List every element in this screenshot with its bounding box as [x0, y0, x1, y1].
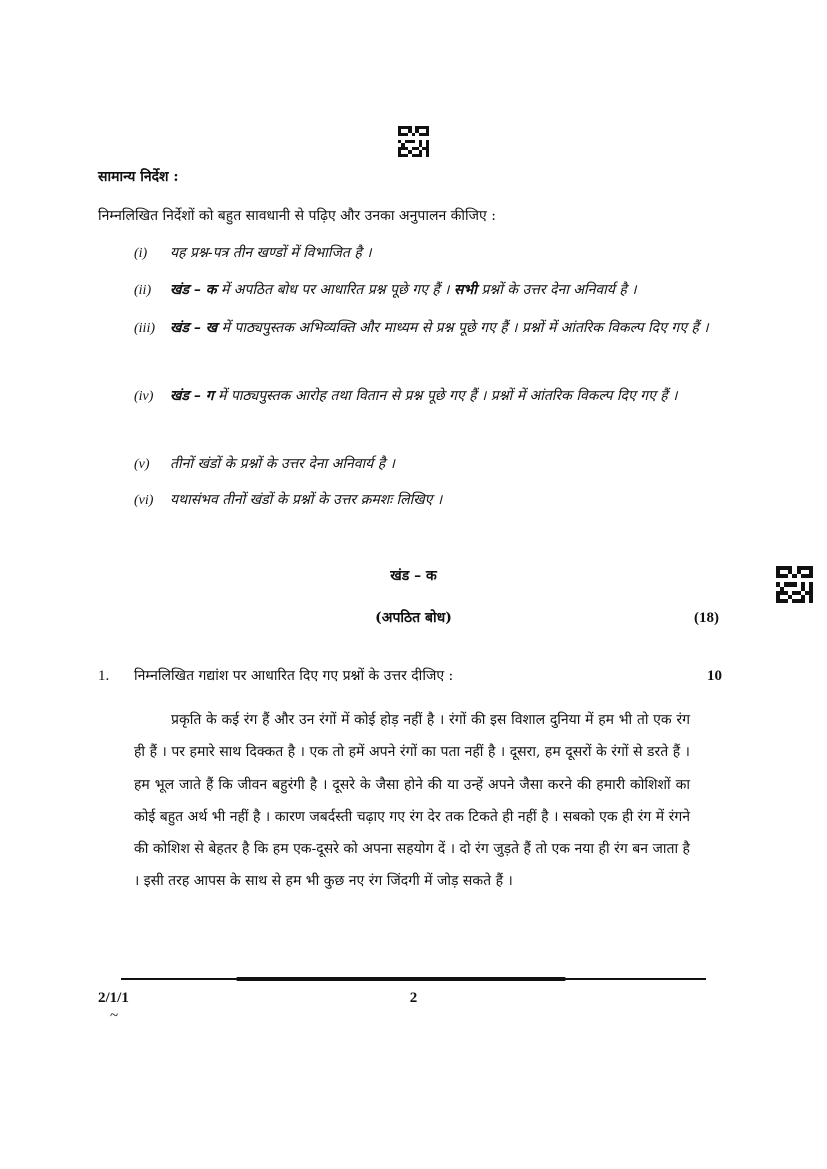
question-number: 1. [98, 668, 110, 684]
instruction-item-5 [134, 449, 395, 480]
instruction-item-4 [134, 381, 678, 412]
instruction-number: (vi) [134, 493, 154, 508]
section-ref: खंड – ख [170, 320, 218, 336]
instruction-number: (v) [134, 457, 150, 472]
section-title: खंड – क [390, 568, 437, 584]
paper-code: 2/1/1 [98, 990, 129, 1006]
section-ref: खंड – क [170, 282, 217, 298]
section-ref: खंड – ग [170, 388, 214, 404]
passage-text: प्रकृति के कई रंग हैं और उन रंगों में कोई होड़ नहीं है । रंगों की इस विशाल दुनिया में हम भी तो एक रंग ही हैं । पर हमारे साथ दिक्कत है । एक तो हमें अपने रंगों का पता नहीं है । दूसरा, हम दूसरों के रंगों से डरते हैं । हम भूल जाते हैं कि जीवन बहुरंगी है । दूसरे के जैसा होने की या उन्हें अपने जैसा करने की हमारी कोशिशों का कोई बहुत अर्थ भी नहीं है । कारण जबर्दस्ती चढ़ाए गए रंग देर तक टिकते ही नहीं है । सबको एक ही रंग में रंगने की कोशिश से बेहतर है कि हम एक-दूसरे को अपना सहयोग दें । दो रंग जुड़ते हैं तो एक नया ही रंग बन जाता है । इसी तरह आपस के साथ से हम भी कुछ नए रंग जिंदगी में जोड़ सकते हैं । [134, 712, 690, 890]
passage [134, 704, 690, 898]
instruction-number: (i) [134, 246, 148, 261]
instruction-text: तीनों खंडों के प्रश्नों के उत्तर देना अनिवार्य है । [170, 456, 395, 472]
instruction-text: खंड – ग में पाठ्यपुस्तक आरोह तथा वितान से प्रश्न पूछे गए हैं । प्रश्नों में आंतरिक विकल्प दिए गए हैं । [170, 388, 678, 404]
instruction-item-3 [134, 313, 709, 344]
instruction-item-1 [134, 238, 372, 269]
section-subtitle: (अपठित बोध) [375, 610, 452, 626]
instruction-text: यह प्रश्न-पत्र तीन खण्डों में विभाजित है । [170, 245, 372, 261]
emphasis: सभी [453, 282, 477, 298]
instruction-text: यथासंभव तीनों खंडों के प्रश्नों के उत्तर क्रमशः लिखिए । [170, 492, 443, 508]
instruction-number: (iv) [134, 389, 154, 404]
question-text: निम्नलिखित गद्यांश पर आधारित दिए गए प्रश्नों के उत्तर दीजिए : [134, 668, 454, 684]
instruction-item-2 [134, 275, 637, 306]
footer-mark: ~ [110, 1008, 119, 1024]
instructions-heading: सामान्य निर्देश : [98, 169, 179, 185]
instruction-number: (ii) [134, 283, 152, 298]
question-marks: 10 [707, 668, 722, 684]
instruction-text: खंड – ख में पाठ्यपुस्तक अभिव्यक्ति और माध्यम से प्रश्न पूछे गए हैं । प्रश्नों में आंतरिक विकल्प दिए गए हैं । [170, 320, 709, 336]
instruction-item-6 [134, 485, 443, 516]
instructions-intro: निम्नलिखित निर्देशों को बहुत सावधानी से पढ़िए और उनका अनुपालन कीजिए : [98, 208, 496, 224]
section-marks: (18) [694, 610, 719, 626]
page-number: 2 [409, 990, 418, 1006]
instruction-number: (iii) [134, 321, 155, 336]
qr-code-top [398, 126, 429, 157]
footer-divider-thick [236, 977, 566, 981]
instruction-text: खंड – क में अपठित बोध पर आधारित प्रश्न पूछे गए हैं । सभी प्रश्नों के उत्तर देना अनिवार्य है । [170, 282, 637, 298]
